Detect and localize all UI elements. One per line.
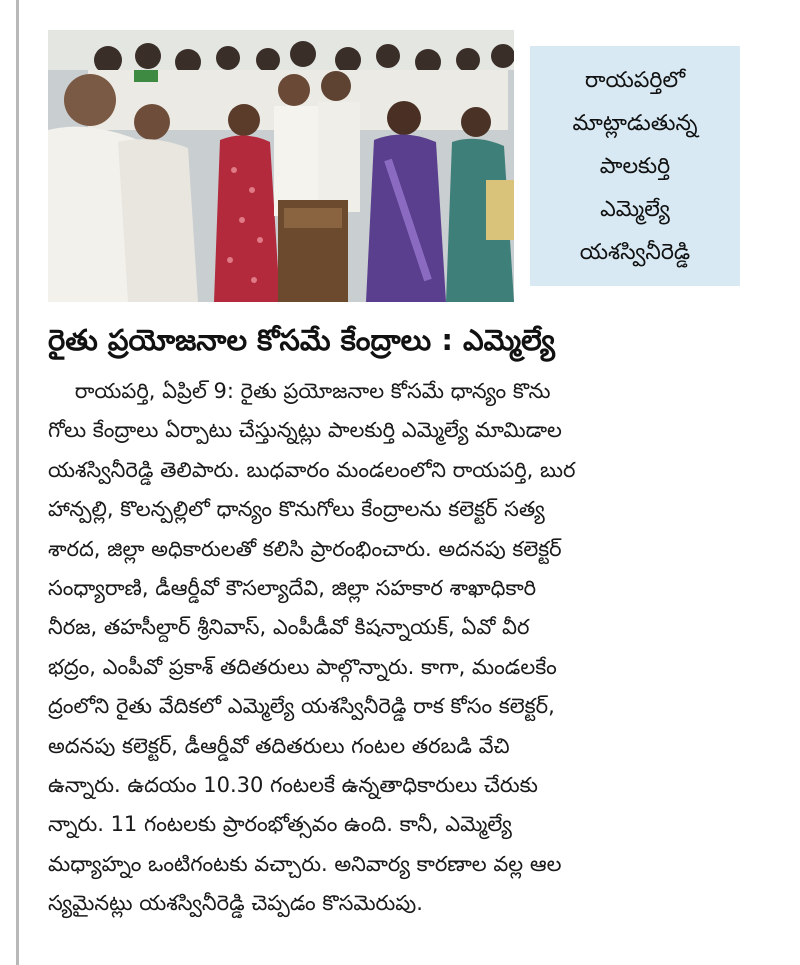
photo-caption bbox=[530, 46, 740, 286]
body-line: ఉన్నారు. ఉదయం 10.30 గంటలకే ఉన్నతాధికారులు చేరుకు bbox=[48, 772, 538, 797]
body-line: యశస్వినీరెడ్డి తెలిపారు. బుధవారం మండలంలోని రాయపర్తి, బుర bbox=[48, 457, 576, 482]
cut-off-previous-text bbox=[40, 0, 760, 12]
body-line: శారద, జిల్లా అధికారులతో కలిసి ప్రారంభించారు. అదనపు కలెక్టర్ bbox=[48, 536, 562, 561]
caption-line: యశస్వినీరెడ్డి bbox=[579, 239, 691, 265]
body-line: ద్రంలోని రైతు వేదికలో ఎమ్మెల్యే యశస్వినీరెడ్డి రాక కోసం కలెక్టర్, bbox=[48, 694, 555, 719]
body-line: రాయపర్తి, ఏప్రిల్ 9: రైతు ప్రయోజనాల కోసమే ధాన్యం కొను bbox=[48, 379, 551, 403]
body-line: భద్రం, ఎంపీవో ప్రకాశ్ తదితరులు పాల్గొన్నారు. కాగా, మండలకేం bbox=[48, 654, 557, 679]
article-body bbox=[48, 372, 748, 923]
caption-line: ఎమ్మెల్యే bbox=[600, 196, 670, 222]
column-rule bbox=[16, 0, 19, 965]
body-line: మధ్యాహ్నం ఒంటిగంటకు వచ్చారు. అనివార్య కారణాల వల్ల ఆల bbox=[48, 851, 562, 876]
caption-line: రాయపర్తిలో bbox=[584, 67, 686, 93]
body-line: సంధ్యారాణి, డీఆర్డీవో కౌసల్యాదేవి, జిల్లా సహకార శాఖాధికారి bbox=[48, 575, 537, 600]
body-line: స్యమైనట్లు యశస్వినీరెడ్డి చెప్పడం కొసమెరుపు. bbox=[48, 891, 423, 916]
news-photo bbox=[48, 30, 514, 302]
body-line: అదనపు కలెక్టర్, డీఆర్డీవో తదితరులు గంటల తరబడి వేచి bbox=[48, 733, 510, 758]
body-line: న్నారు. 11 గంటలకు ప్రారంభోత్సవం ఉంది. కానీ, ఎమ్మెల్యే bbox=[48, 812, 512, 837]
body-line: గోలు కేంద్రాలు ఏర్పాటు చేస్తున్నట్లు పాలకుర్తి ఎమ్మెల్యే మామిడాల bbox=[48, 418, 562, 443]
caption-line: మాట్లాడుతున్న bbox=[572, 110, 698, 136]
article-headline: రైతు ప్రయోజనాల కోసమే కేంద్రాలు : ఎమ్మెల్యే bbox=[48, 323, 555, 357]
body-line: నీరజ, తహసీల్దార్ శ్రీనివాస్, ఎంపీడీవో కిషన్నాయక్, ఏవో వీర bbox=[48, 615, 530, 640]
body-line: హాన్పల్లి, కొలన్పల్లిలో ధాన్యం కొనుగోలు కేంద్రాలను కలెక్టర్ సత్య bbox=[48, 497, 545, 522]
caption-line: పాలకుర్తి bbox=[599, 153, 671, 179]
